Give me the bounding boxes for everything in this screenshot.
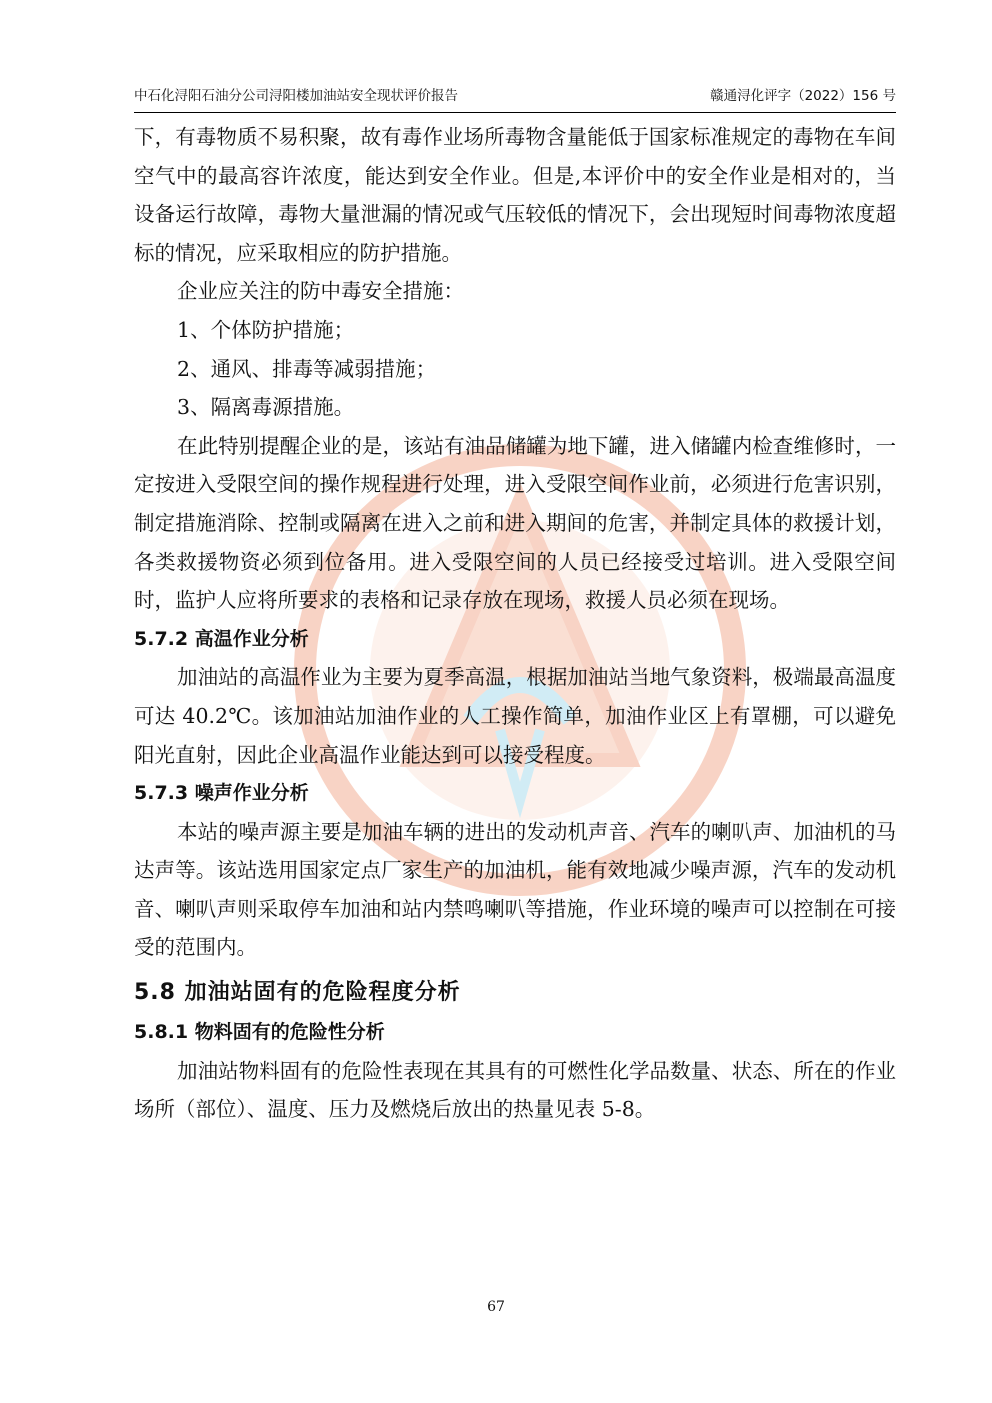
section-heading-5-7-3: 5.7.3 噪声作业分析: [134, 782, 309, 805]
page-number: 67: [487, 1299, 505, 1315]
paragraph-material-hazard: 加油站物料固有的危险性表现在其具有的可燃性化学品数量、状态、所在的作业场所（部位）、温度、压力及燃烧后放出的热量见表 5-8。: [134, 1058, 896, 1122]
paragraph-measures-intro: 企业应关注的防中毒安全措施：: [177, 279, 465, 304]
page-content: [134, 118, 896, 1129]
section-heading-5-8-1: 5.8.1 物料固有的危险性分析: [134, 1021, 385, 1044]
list-item: 1、个体防护措施；: [177, 317, 355, 342]
paragraph-confined-space: 在此特别提醒企业的是，该站有油品储罐为地下罐，进入储罐内检查维修时，一定按进入受限空间的操作规程进行处理，进入受限空间作业前，必须进行危害识别，制定措施消除、控制或隔离在进入之前和进入期间的危害，并制定具体的救援计划，各类救援物资必须到位备用。进入受限空间的人员已经接受过培训。进入受限空间时，监护人应将所要求的表格和记录存放在现场，救援人员必须在现场。: [134, 433, 896, 613]
paragraph-high-temperature: 加油站的高温作业为主要为夏季高温，根据加油站当地气象资料，极端最高温度可达 40.2℃。该加油站加油作业的人工操作简单，加油作业区上有罩棚，可以避免阳光直射，因此企业高温作业能达到可以接受程度。: [134, 665, 896, 767]
list-item: 2、通风、排毒等减弱措施；: [177, 356, 437, 381]
page-header: [134, 86, 896, 113]
paragraph-toxic-continued: 下，有毒物质不易积聚，故有毒作业场所毒物含量能低于国家标准规定的毒物在车间空气中的最高容许浓度，能达到安全作业。但是,本评价中的安全作业是相对的，当设备运行故障，毒物大量泄漏的情况或气压较低的情况下，会出现短时间毒物浓度超标的情况，应采取相应的防护措施。: [134, 125, 896, 265]
section-heading-5-7-2: 5.7.2 高温作业分析: [134, 627, 309, 650]
section-heading-5-8: 5.8 加油站固有的危险程度分析: [134, 980, 461, 1006]
list-item: 3、隔离毒源措施。: [177, 395, 355, 420]
header-report-title: 中石化浔阳石油分公司浔阳楼加油站安全现状评价报告: [134, 88, 458, 104]
header-report-number: 赣通浔化评字（2022）156 号: [710, 88, 896, 104]
paragraph-noise: 本站的噪声源主要是加油车辆的进出的发动机声音、汽车的喇叭声、加油机的马达声等。该站选用国家定点厂家生产的加油机，能有效地减少噪声源，汽车的发动机音、喇叭声则采取停车加油和站内禁鸣喇叭等措施，作业环境的噪声可以控制在可接受的范围内。: [134, 819, 896, 960]
